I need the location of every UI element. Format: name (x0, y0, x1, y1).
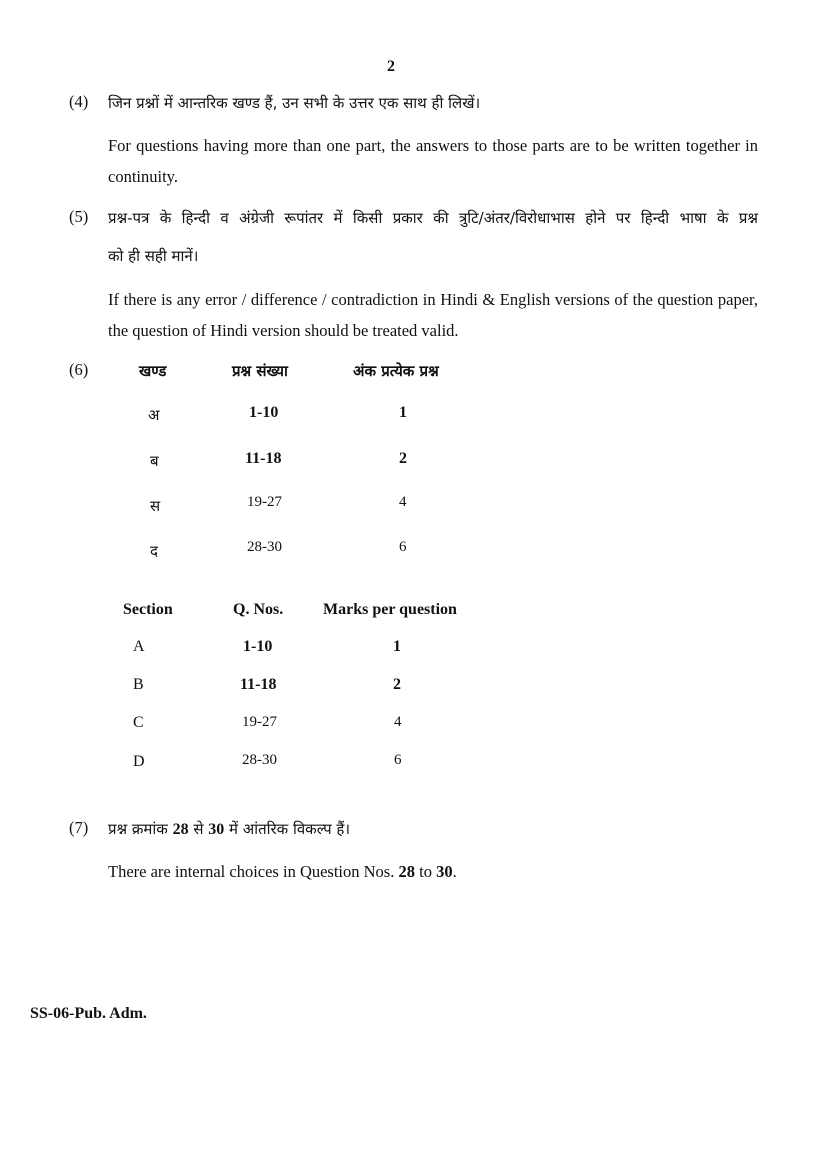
hindi-table-header-section: खण्ड (139, 362, 167, 380)
english-table-header-section: Section (123, 601, 173, 618)
table-cell: स (150, 497, 161, 515)
item-4-english: For questions having more than one part, the answers to those parts are to be written together in continuity. (108, 136, 758, 186)
table-cell: अ (148, 406, 160, 424)
table-cell: 1-10 (249, 404, 279, 421)
table-cell: 6 (399, 539, 407, 555)
table-cell: 19-27 (247, 494, 282, 510)
table-cell: 19-27 (242, 714, 277, 730)
table-cell: 4 (399, 494, 407, 510)
table-cell: B (133, 676, 144, 693)
table-cell: 1 (393, 638, 401, 655)
english-table-header-marks: Marks per question (323, 601, 457, 618)
hindi-table-header-marks: अंक प्रत्येक प्रश्न (353, 362, 439, 380)
footer-paper-code: SS-06-Pub. Adm. (30, 1005, 147, 1022)
item-number-4: (4) (69, 92, 89, 111)
item-number-5: (5) (69, 207, 89, 226)
table-cell: 11-18 (245, 450, 282, 467)
item-5-hindi-line2: को ही सही मानें। (108, 247, 199, 265)
table-cell: C (133, 714, 144, 731)
item-5-english: If there is any error / difference / contradiction in Hindi & English versions of the question paper, the question of Hindi version should be treated valid. (108, 290, 758, 340)
table-cell: ब (150, 452, 159, 470)
table-cell: 28-30 (247, 539, 282, 555)
hindi-table-header-qnos: प्रश्न संख्या (232, 362, 288, 380)
table-cell: A (133, 638, 145, 655)
item-number-7: (7) (69, 818, 89, 837)
table-cell: 11-18 (240, 676, 277, 693)
item-7-hindi: प्रश्न क्रमांक 28 से 30 में आंतरिक विकल्प हैं। (108, 820, 351, 838)
table-cell: 1 (399, 404, 407, 421)
table-cell: 1-10 (243, 638, 273, 655)
item-5-hindi-line1: प्रश्न-पत्र के हिन्दी व अंग्रेजी रूपांतर में किसी प्रकार की त्रुटि/अंतर/विरोधाभास होने पर हिन्दी भाषा के प्रश्न (108, 209, 758, 227)
item-number-6: (6) (69, 360, 89, 379)
table-cell: 2 (399, 450, 407, 467)
table-cell: 2 (393, 676, 401, 693)
english-table-header-qnos: Q. Nos. (233, 601, 284, 618)
table-cell: द (150, 542, 158, 560)
item-7-english: There are internal choices in Question Nos. 28 to 30. (108, 862, 457, 881)
table-cell: D (133, 753, 145, 770)
table-cell: 4 (394, 714, 402, 730)
page-number: 2 (387, 58, 395, 75)
item-4-hindi: जिन प्रश्नों में आन्तरिक खण्ड हैं, उन सभी के उत्तर एक साथ ही लिखें। (108, 94, 481, 112)
table-cell: 6 (394, 752, 402, 768)
table-cell: 28-30 (242, 752, 277, 768)
